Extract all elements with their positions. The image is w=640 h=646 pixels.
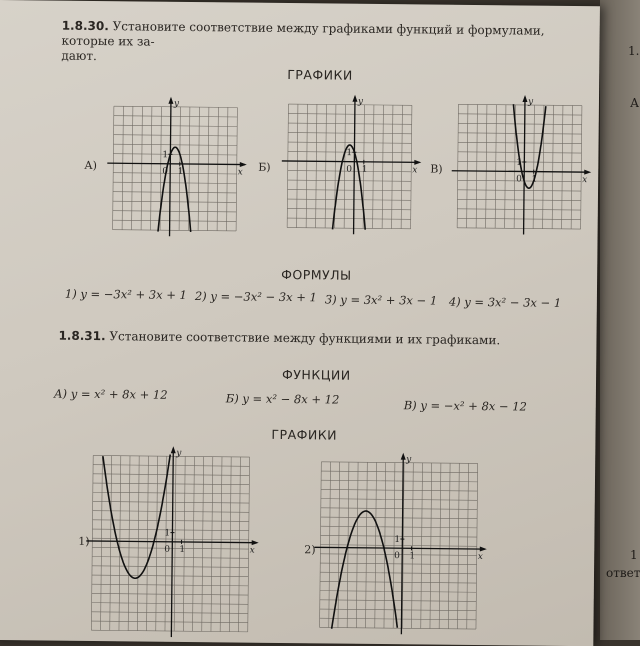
x-axis-arrow	[480, 547, 487, 552]
grid-line	[457, 218, 580, 219]
grid-line	[287, 199, 410, 200]
tick-label-x: 1	[362, 165, 368, 175]
y-axis	[170, 99, 171, 236]
grid-line	[93, 455, 249, 457]
y-axis-arrow	[168, 97, 173, 104]
grid-line	[202, 457, 204, 632]
grid-line	[288, 123, 411, 124]
tick-label-y: 1	[516, 158, 522, 168]
grid-line	[458, 152, 581, 153]
grid-line	[287, 228, 410, 229]
task-text: Установите соответствие между графиками функций и формулами, которые их за-	[62, 19, 545, 48]
graph-a	[102, 97, 243, 238]
grid-line	[114, 116, 237, 117]
grid-line	[113, 201, 236, 202]
grid-line	[93, 520, 249, 522]
x-axis-arrow	[252, 540, 259, 545]
y-axis-arrow	[171, 446, 176, 453]
grid-line	[122, 106, 123, 229]
x-axis-arrow	[584, 170, 591, 175]
function-b: Б) y = x² − 8x + 12	[226, 391, 340, 406]
task-1831-statement	[58, 329, 578, 349]
grid-line	[114, 135, 237, 136]
y-axis	[171, 448, 173, 637]
parabola-curve	[332, 511, 399, 630]
grid-line	[113, 144, 236, 145]
x-axis-label: x	[478, 552, 483, 562]
grid-line	[288, 142, 411, 143]
grid-line	[321, 480, 477, 482]
x-axis-arrow	[240, 162, 247, 167]
graphs-title: ГРАФИКИ	[287, 67, 353, 83]
y-axis-label: y	[405, 455, 412, 465]
grid-line	[401, 105, 402, 228]
grid-line	[93, 465, 249, 467]
origin-label: 0	[394, 551, 400, 561]
y-axis-label: y	[357, 97, 364, 107]
grid-line	[288, 180, 411, 181]
graphs-title-2: ГРАФИКИ	[271, 427, 337, 443]
edge-letter: А	[630, 96, 639, 110]
grid-line	[467, 104, 468, 227]
grid-line	[93, 511, 249, 513]
functions-title: ФУНКЦИИ	[282, 367, 351, 383]
graph-1	[91, 455, 265, 643]
tick-label-y: 1	[164, 529, 170, 539]
origin-label: 0	[164, 545, 170, 555]
grid-line	[93, 501, 249, 503]
formula-2: 2) y = −3x² − 3x + 1	[195, 289, 317, 304]
grid-line	[458, 104, 581, 105]
grid-line	[321, 471, 477, 473]
grid-line	[533, 105, 534, 228]
grid-line	[287, 209, 410, 210]
grid-line	[92, 529, 248, 531]
grid-line	[458, 133, 581, 134]
grid-line	[93, 492, 249, 494]
grid-line	[119, 456, 121, 631]
grid-line	[92, 584, 248, 586]
grid-line	[128, 456, 130, 631]
grid-line	[151, 107, 152, 230]
y-axis	[524, 97, 525, 234]
graph-label-a: А)	[84, 159, 97, 172]
grid-line	[92, 575, 248, 577]
tick-label-x: 1	[179, 545, 185, 555]
tick-label-y: 1	[394, 535, 400, 545]
grid-line	[239, 457, 241, 632]
grid-line	[92, 566, 248, 568]
grid-line	[321, 526, 477, 528]
grid-line	[321, 489, 477, 491]
grid-line	[321, 517, 477, 519]
grid-line	[92, 557, 248, 559]
grid-line	[320, 581, 476, 583]
grid-line	[92, 547, 248, 549]
grid-line	[132, 106, 133, 229]
grid-line	[382, 105, 383, 228]
task-text: Установите соответствие между функциями и их графиками.	[109, 329, 500, 347]
edge-number-bottom: 1	[630, 548, 638, 562]
grid-line	[373, 105, 374, 228]
grid-line	[92, 593, 248, 595]
grid-line	[208, 107, 209, 230]
grid-line	[183, 456, 185, 631]
grid-line	[288, 114, 411, 115]
task-number: 1.8.30.	[62, 19, 109, 33]
grid-line	[288, 190, 411, 191]
tick-label-x: 1	[409, 551, 415, 561]
grid-line	[344, 105, 345, 228]
grid-line	[113, 182, 236, 183]
grid-line	[297, 104, 298, 227]
x-axis	[86, 541, 256, 543]
grid-line	[457, 209, 580, 210]
x-axis	[282, 161, 419, 162]
grid-line	[287, 104, 288, 227]
grid-line	[114, 125, 237, 126]
grid-line	[211, 457, 213, 632]
edge-word: ответ	[606, 566, 640, 580]
grid-line	[93, 474, 249, 476]
grid-line	[486, 105, 487, 228]
function-c: В) y = −x² + 8x − 12	[404, 398, 527, 413]
x-axis-label: x	[412, 165, 417, 175]
grid-line	[458, 114, 581, 115]
grid-line	[288, 104, 411, 105]
grid-line	[320, 600, 476, 602]
grid-line	[113, 173, 236, 174]
grid-line	[101, 456, 103, 631]
grid-line	[137, 456, 139, 631]
origin-label: 0	[162, 167, 168, 177]
origin-label: 0	[346, 165, 352, 175]
task-number: 1.8.31.	[58, 329, 105, 343]
grid-line	[495, 105, 496, 228]
grid-line	[113, 230, 236, 231]
grid-line	[320, 618, 476, 620]
next-page-edge	[600, 0, 640, 640]
grid-line	[91, 621, 247, 623]
graph-label-b: Б)	[258, 161, 271, 174]
grid-line	[392, 105, 393, 228]
function-a: А) y = x² + 8x + 12	[54, 387, 168, 402]
tick-label-y: 1	[162, 150, 168, 160]
y-axis	[354, 97, 355, 234]
grid-line	[458, 142, 581, 143]
grid-line	[227, 107, 228, 230]
grid-line	[91, 455, 93, 630]
grid-line	[198, 107, 199, 230]
formula-3: 3) y = 3x² + 3x − 1	[325, 292, 437, 307]
grid-line	[552, 105, 553, 228]
grid-line	[288, 133, 411, 134]
graph-b	[278, 99, 419, 240]
origin-label: 0	[516, 174, 522, 184]
grid-line	[193, 457, 195, 632]
graph-label-c: В)	[430, 163, 443, 176]
y-axis-label: y	[527, 97, 534, 107]
y-axis-label: y	[173, 99, 180, 109]
tick-label-x: 1	[178, 167, 184, 177]
task-1830-statement	[61, 19, 581, 69]
x-axis	[107, 163, 244, 164]
grid-line	[217, 107, 218, 230]
task-text-cont: дают.	[61, 49, 97, 63]
grid-line	[287, 218, 410, 219]
parabola-curve	[102, 454, 171, 579]
x-axis-label: x	[582, 175, 587, 185]
y-axis-arrow	[352, 95, 357, 102]
grid-line	[141, 106, 142, 229]
grid-line	[458, 123, 581, 124]
grid-line	[147, 456, 149, 631]
grid-line	[113, 192, 236, 193]
grid-line	[92, 603, 248, 605]
formulas-title: ФОРМУЛЫ	[281, 267, 352, 283]
grid-line	[320, 572, 476, 574]
y-axis-label: y	[175, 448, 182, 458]
grid-line	[320, 609, 476, 611]
grid-line	[325, 104, 326, 227]
y-axis-arrow	[522, 95, 527, 102]
grid-line	[229, 457, 231, 632]
grid-line	[562, 105, 563, 228]
grid-line	[113, 106, 114, 229]
y-axis-arrow	[401, 453, 406, 460]
grid-line	[91, 630, 247, 632]
grid-line	[316, 104, 317, 227]
grid-line	[113, 154, 236, 155]
grid-line	[306, 104, 307, 227]
grid-line	[174, 456, 176, 631]
grid-line	[476, 105, 477, 228]
edge-number: 1.	[628, 44, 639, 58]
formula-4: 4) y = 3x² − 3x − 1	[449, 295, 561, 310]
grid-line	[248, 457, 250, 632]
tick-label-y: 1	[346, 148, 352, 158]
grid-line	[571, 106, 572, 229]
x-axis	[314, 547, 484, 549]
grid-line	[458, 190, 581, 191]
grid-line	[220, 457, 222, 632]
graph-c	[448, 99, 589, 240]
grid-line	[93, 483, 249, 485]
grid-line	[320, 591, 476, 593]
tick-label-x: 1	[532, 175, 538, 185]
grid-line	[457, 199, 580, 200]
grid-line	[321, 462, 477, 464]
x-axis-label: x	[238, 167, 243, 177]
graph-2	[319, 461, 493, 645]
formula-1: 1) y = −3x² + 3x + 1	[65, 287, 187, 302]
grid-line	[457, 104, 458, 227]
x-axis	[452, 171, 589, 172]
grid-line	[581, 106, 582, 229]
grid-line	[321, 499, 477, 501]
grid-line	[457, 228, 580, 229]
grid-line	[321, 508, 477, 510]
grid-line	[110, 456, 112, 631]
x-axis-label: x	[250, 546, 255, 556]
grid-line	[113, 220, 236, 221]
grid-line	[156, 456, 158, 631]
x-axis-arrow	[414, 160, 421, 165]
graph-label-2: 2)	[304, 543, 315, 556]
grid-line	[113, 211, 236, 212]
graph-label-1: 1)	[78, 535, 89, 548]
grid-line	[505, 105, 506, 228]
grid-line	[92, 612, 248, 614]
